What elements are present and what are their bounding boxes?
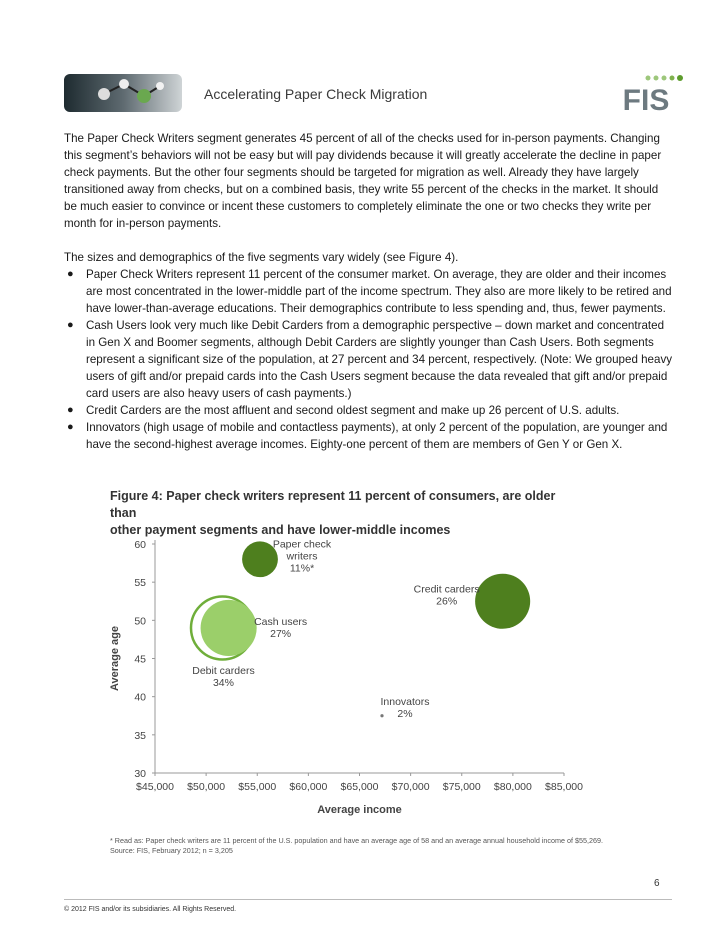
bullet-icon: ●: [67, 319, 74, 331]
segment-bullet-list: [64, 266, 674, 453]
x-tick-label: $55,000: [238, 781, 277, 793]
bubble-label-credit-carders: 26%: [436, 595, 458, 608]
y-tick-label: 55: [134, 577, 146, 590]
paragraph-intro: The Paper Check Writers segment generates 45 percent of all of the checks used for in-person payments. Changing this segment’s behaviors will not be easy but will pay dividends because it will greatly accelerate the decline in paper check payments. But the other four segments should be targeted for migration as well. Already they have largely transitioned away from checks, but on a combined basis, they write 55 percent of the checks in the market. It should be much easier to convince or incent these customers to completely eliminate the one or two checks they write per month for in-person payments.: [64, 132, 662, 230]
bubble-label-debit-carders: Debit carders: [192, 664, 255, 677]
bubble-credit-carders: [475, 574, 530, 629]
figure-title-line1: Figure 4: Paper check writers represent 11 percent of consumers, are older than: [110, 489, 556, 520]
body-text: [64, 130, 674, 453]
y-tick-label: 35: [134, 729, 146, 742]
bullet-icon: ●: [67, 421, 74, 433]
bubble-label-paper-check-writers: Paper check: [272, 538, 332, 551]
x-tick-label: $85,000: [545, 781, 583, 793]
bubble-innovators: [380, 714, 383, 717]
figure-title-line2: other payment segments and have lower-middle incomes: [110, 523, 451, 537]
x-tick-label: $80,000: [493, 781, 532, 793]
bubble-label-paper-check-writers: writers: [286, 550, 318, 563]
x-tick-label: $70,000: [391, 781, 430, 793]
y-tick-label: 50: [134, 615, 146, 628]
document-title: Accelerating Paper Check Migration: [204, 86, 428, 102]
y-tick-label: 60: [134, 539, 146, 551]
bullet-innovators: ● Innovators (high usage of mobile and contactless payments), at only 2 percent of the population, are younger and have the second-highest average incomes. Eighty-one percent of them are members of Gen Y or Gen X.: [67, 421, 668, 451]
figure-note-read-as: * Read as: Paper check writers are 11 percent of the U.S. population and have an average age of 58 and an average annual household income of $55,269.: [110, 836, 603, 845]
page-header: [64, 72, 692, 116]
bullet-cash-users: ● Cash Users look very much like Debit Carders from a demographic perspective – down market and concentrated in Gen X and Boomer segments, although Debit Carders are slightly younger than Cash Users. Both segments represent a significant size of the population, at 27 percent and 34 percent, respectively. (Note: We grouped heavy users of gift and/or prepaid cards into the Cash Users segment because the data revealed that gift and/or prepaid card users are also heavy users of cash payments.): [67, 319, 673, 400]
figure-notes: [110, 836, 603, 856]
copyright-text: © 2012 FIS and/or its subsidiaries. All Rights Reserved.: [64, 906, 237, 913]
bullet-credit-carders: ● Credit Carders are the most affluent and second oldest segment and make up 26 percent of U.S. adults.: [67, 404, 620, 417]
header-banner-image: [64, 74, 182, 112]
x-tick-label: $50,000: [187, 781, 226, 793]
y-tick-label: 45: [134, 653, 146, 666]
y-tick-label: 40: [134, 691, 146, 704]
x-axis-title: Average income: [317, 804, 402, 816]
footer-divider: [64, 899, 672, 900]
x-tick-label: $65,000: [340, 781, 379, 793]
bubble-label-cash-users: Cash users: [254, 615, 308, 628]
bullet-icon: ●: [67, 404, 74, 416]
y-axis-title: Average age: [109, 625, 121, 692]
fis-logo: [600, 72, 692, 116]
x-tick-label: $45,000: [136, 781, 174, 793]
page-number: 6: [654, 878, 660, 889]
bubble-label-innovators: 2%: [397, 707, 413, 720]
bubble-label-cash-users: 27%: [270, 627, 292, 640]
bubble-cash-users: [201, 600, 257, 656]
bubble-label-credit-carders: Credit carders: [413, 583, 480, 596]
bubble-label-innovators: Innovators: [380, 695, 430, 708]
bubble-label-paper-check-writers: 11%*: [289, 562, 315, 575]
paragraph-segments: The sizes and demographics of the five segments vary widely (see Figure 4).: [64, 251, 459, 264]
bullet-icon: ●: [67, 268, 74, 280]
bullet-paper-check-writers: ● Paper Check Writers represent 11 percent of the consumer market. On average, they are older and their incomes are most concentrated in the lower-middle part of the income spectrum. They also are more likely to be retired and have lower-than-average educations. Their demographics contribute to less spending and, thus, fewer payments.: [67, 268, 672, 315]
bubble-label-debit-carders: 34%: [212, 676, 234, 689]
y-tick-label: 30: [134, 768, 146, 780]
figure-note-source: Source: FIS, February 2012; n = 3,205: [110, 846, 233, 855]
bubble-chart: [104, 528, 583, 828]
x-tick-label: $60,000: [289, 781, 328, 793]
x-tick-label: $75,000: [442, 781, 481, 793]
fis-logo-text: FIS: [622, 84, 670, 117]
